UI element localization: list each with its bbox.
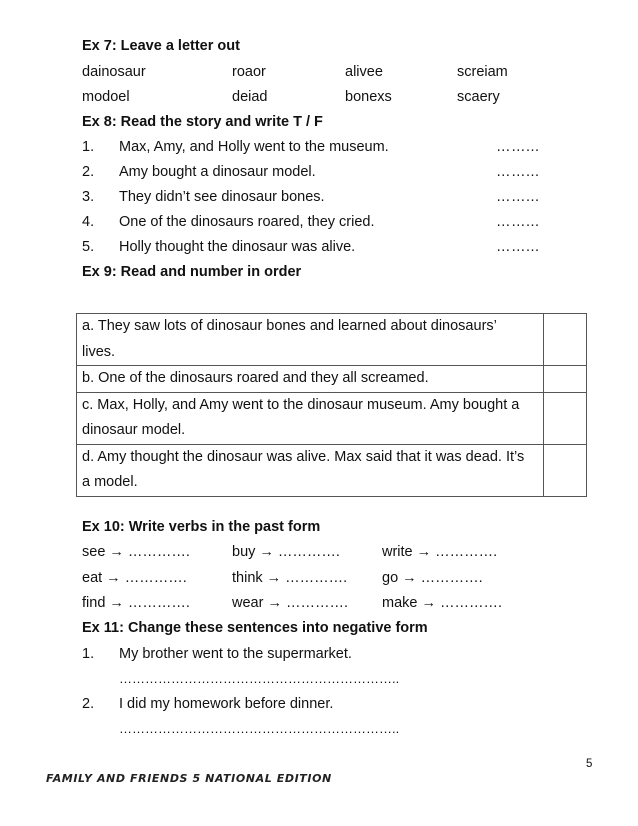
- verb-blank[interactable]: find → ………….: [82, 595, 190, 611]
- ex8-answer-blank[interactable]: ……...: [496, 239, 540, 255]
- ex8-item-number: 4.: [82, 214, 95, 230]
- verb-blank[interactable]: see → ………….: [82, 544, 190, 560]
- order-number-box[interactable]: [544, 392, 587, 444]
- verb-blank[interactable]: eat → ………….: [82, 570, 187, 586]
- table-row: [77, 314, 587, 366]
- ex8-answer-blank[interactable]: ……...: [496, 189, 540, 205]
- ex8-item-text: One of the dinosaurs roared, they cried.: [119, 214, 375, 230]
- sentence-line: dinosaur model.: [82, 422, 186, 438]
- footer-title: FAMILY AND FRIENDS 5 NATIONAL EDITION: [46, 772, 332, 785]
- ex8-answer-blank[interactable]: ……...: [496, 139, 540, 155]
- order-number-box[interactable]: [544, 366, 587, 393]
- order-number-box[interactable]: [544, 314, 587, 366]
- order-number-box[interactable]: [544, 444, 587, 496]
- ex7-title: Ex 7: Leave a letter out: [82, 38, 240, 54]
- verb-blank[interactable]: make → ………….: [382, 595, 503, 611]
- ex11-item-number: 1.: [82, 646, 95, 662]
- ex9-title: Ex 9: Read and number in order: [82, 264, 302, 280]
- ex7-word: screiam: [457, 64, 508, 80]
- sentence-line: a. They saw lots of dinosaur bones and learned about dinosaurs’: [82, 318, 497, 334]
- ex8-item-text: Max, Amy, and Holly went to the museum.: [119, 139, 389, 155]
- ex8-answer-blank[interactable]: ……...: [496, 214, 540, 230]
- ex8-item-number: 3.: [82, 189, 95, 205]
- sentence-line: a model.: [82, 474, 138, 490]
- ex8-item-text: They didn’t see dinosaur bones.: [119, 189, 325, 205]
- ex7-word: bonexs: [345, 89, 392, 105]
- ex11-item-number: 2.: [82, 696, 95, 712]
- ex11-answer-line[interactable]: ………………………………………………………..: [119, 671, 400, 686]
- verb-blank[interactable]: write → ………….: [382, 544, 498, 560]
- table-row: [77, 366, 587, 393]
- ex8-title: Ex 8: Read the story and write T / F: [82, 114, 323, 130]
- ex7-word: dainosaur: [82, 64, 146, 80]
- verb-blank[interactable]: go → ………….: [382, 570, 483, 586]
- ex7-word: scaery: [457, 89, 500, 105]
- ex11-item-text: I did my homework before dinner.: [119, 696, 334, 712]
- order-table: [76, 313, 587, 497]
- ex8-item-number: 1.: [82, 139, 95, 155]
- ex8-item-number: 2.: [82, 164, 95, 180]
- table-row: [77, 444, 587, 496]
- page-number: 5: [586, 758, 593, 770]
- sentence-line: c. Max, Holly, and Amy went to the dinosaur museum. Amy bought a: [82, 396, 520, 413]
- order-sentence: [77, 314, 544, 366]
- ex10-title: Ex 10: Write verbs in the past form: [82, 519, 321, 535]
- ex8-answer-blank[interactable]: ……...: [496, 164, 540, 180]
- ex8-item-text: Holly thought the dinosaur was alive.: [119, 239, 356, 255]
- sentence-line: d. Amy thought the dinosaur was alive. Max said that it was dead. It’s: [82, 448, 525, 465]
- ex7-word: modoel: [82, 89, 130, 105]
- ex11-item-text: My brother went to the supermarket.: [119, 646, 352, 662]
- ex7-word: alivee: [345, 64, 383, 80]
- ex8-item-text: Amy bought a dinosaur model.: [119, 164, 316, 180]
- ex7-word: deiad: [232, 89, 268, 105]
- order-sentence: [77, 444, 544, 496]
- table-row: [77, 392, 587, 444]
- ex11-answer-line[interactable]: ………………………………………………………..: [119, 721, 400, 736]
- order-sentence: [77, 392, 544, 444]
- ex7-word: roaor: [232, 64, 266, 80]
- sentence-line: b. One of the dinosaurs roared and they all screamed.: [82, 370, 429, 386]
- verb-blank[interactable]: think → ………….: [232, 570, 348, 586]
- ex8-item-number: 5.: [82, 239, 95, 255]
- verb-blank[interactable]: buy → ………….: [232, 544, 340, 560]
- order-sentence: [77, 366, 544, 393]
- verb-blank[interactable]: wear → ………….: [232, 595, 349, 611]
- ex11-title: Ex 11: Change these sentences into negative form: [82, 620, 428, 636]
- sentence-line: lives.: [82, 343, 116, 360]
